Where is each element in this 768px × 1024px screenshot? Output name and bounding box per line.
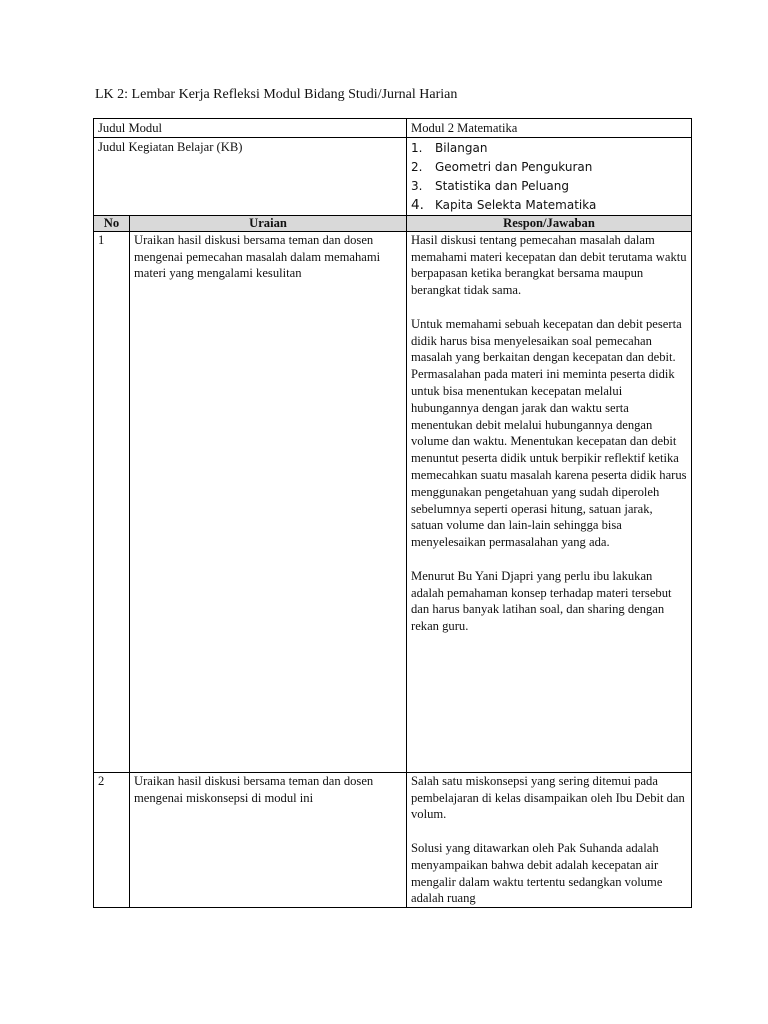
header-no: No (94, 215, 130, 231)
kb-item-number: 3. (411, 178, 423, 193)
row-uraian: Uraikan hasil diskusi bersama teman dan dosen mengenai pemecahan masalah dalam memahami materi yang mengalami kesulitan (130, 231, 407, 772)
kb-item (411, 177, 687, 196)
kb-list (411, 139, 687, 215)
row-number: 2 (94, 772, 130, 907)
table-row (94, 231, 692, 772)
kb-item (411, 196, 687, 215)
kb-item-text: Statistika dan Peluang (435, 178, 570, 193)
modul-row (94, 119, 692, 138)
row-number: 1 (94, 231, 130, 772)
header-uraian: Uraian (130, 215, 407, 231)
kb-label: Judul Kegiatan Belajar (KB) (94, 137, 407, 215)
response-paragraph: Hasil diskusi tentang pemecahan masalah dalam memahami materi kecepatan dan debit terutama waktu berpapasan ketika berangkat bersama maupun berangkat tidak sama. (411, 232, 687, 298)
row-respon (407, 772, 692, 907)
reflection-table (93, 118, 692, 908)
table-row (94, 772, 692, 907)
row-uraian: Uraikan hasil diskusi bersama teman dan dosen mengenai miskonsepsi di modul ini (130, 772, 407, 907)
kb-item-text: Bilangan (435, 140, 488, 155)
kb-row (94, 137, 692, 215)
modul-value: Modul 2 Matematika (407, 119, 692, 138)
kb-item-text: Geometri dan Pengukuran (435, 159, 593, 174)
modul-label: Judul Modul (94, 119, 407, 138)
kb-item (411, 139, 687, 158)
kb-item (411, 158, 687, 177)
kb-cell (407, 137, 692, 215)
response-paragraph: Menurut Bu Yani Djapri yang perlu ibu lakukan adalah pemahaman konsep terhadap materi tersebut dan harus banyak latihan soal, dan sharing dengan rekan guru. (411, 568, 672, 634)
row-respon (407, 231, 692, 772)
kb-item-text: Kapita Selekta Matematika (435, 197, 597, 212)
header-row (94, 215, 692, 231)
page-title: LK 2: Lembar Kerja Refleksi Modul Bidang Studi/Jurnal Harian (95, 87, 458, 102)
response-paragraph: Solusi yang ditawarkan oleh Pak Suhanda adalah menyampaikan bahwa debit adalah kecepatan air mengalir dalam waktu tertentu sedangkan volume adalah ruang (411, 840, 663, 906)
header-respon: Respon/Jawaban (407, 215, 692, 231)
kb-item-number: 4. (411, 196, 424, 213)
kb-item-number: 2. (411, 159, 423, 174)
response-paragraph: Salah satu miskonsepsi yang sering ditemui pada pembelajaran di kelas disampaikan oleh Ibu Debit dan volum. (411, 773, 685, 822)
response-paragraph: Untuk memahami sebuah kecepatan dan debit peserta didik harus bisa menyelesaikan soal pemecahan masalah yang berkaitan dengan kecepatan dan debit. Permasalahan pada materi ini meminta peserta didik untuk bisa menentukan kecepatan melalui hubungannya dengan jarak dan waktu serta menentukan debit melalui hubungannya dengan volume dan waktu. Menentukan kecepatan dan debit menuntut peserta didik untuk berpikir reflektif ketika memecahkan suatu masalah karena peserta didik harus menggunakan pengetahuan yang sudah diperoleh sebelumnya seperti operasi hitung, satuan jarak, satuan volume dan lain-lain sehingga bisa menyelesaikan permasalahan yang ada. (411, 316, 687, 550)
kb-item-number: 1. (411, 140, 423, 155)
